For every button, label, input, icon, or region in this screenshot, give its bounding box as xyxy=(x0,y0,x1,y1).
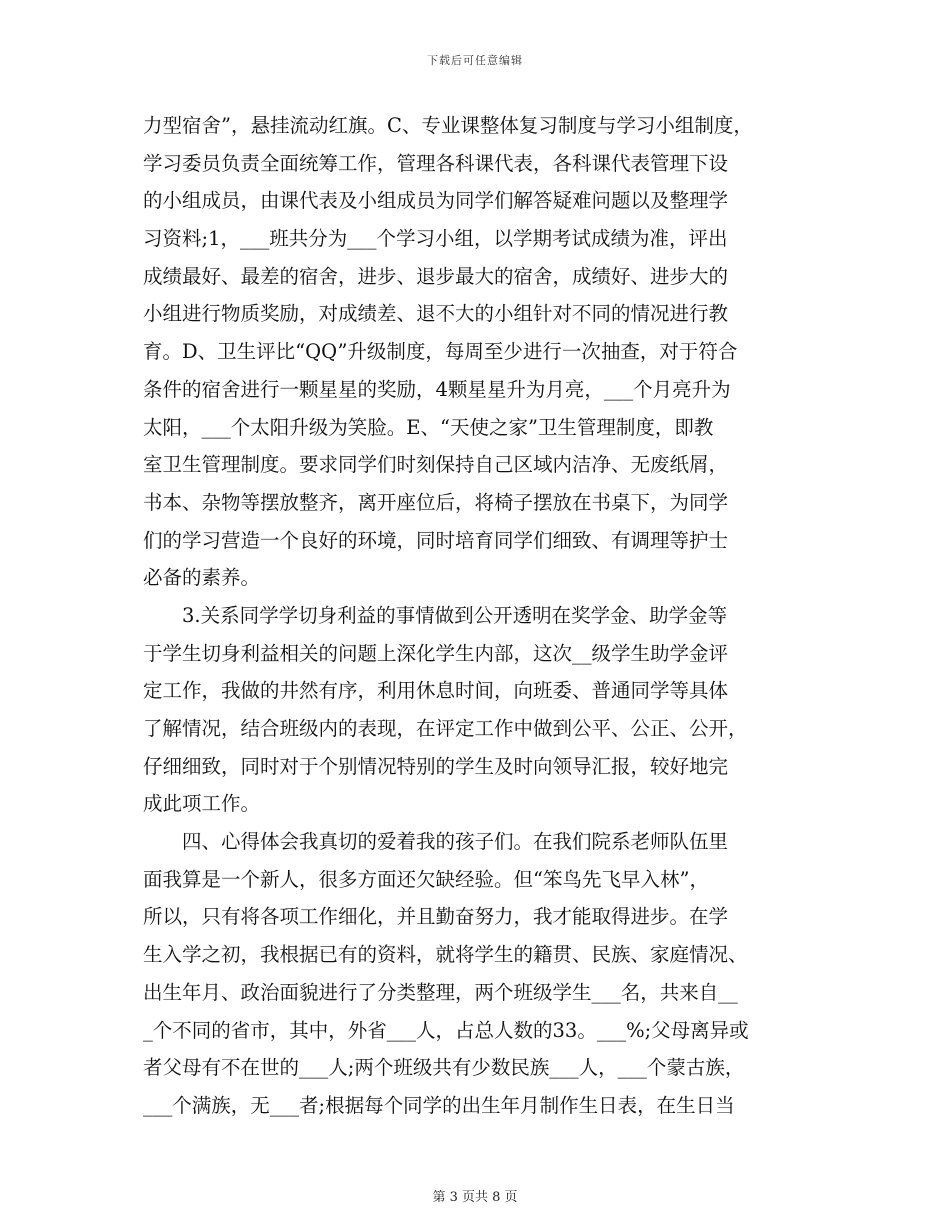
paragraph-first-line: 四、心得体会我真切的爱着我的孩子们。在我们院系老师队伍里 xyxy=(182,830,729,854)
text-line: 们的学习营造一个良好的环境，同时培育同学们细致、有调理等护士 xyxy=(143,528,729,552)
text-line: 面我算是一个新人，很多方面还欠缺经验。但“笨鸟先飞早入林”， xyxy=(143,867,709,891)
text-line: 条件的宿舍进行一颗星星的奖励，4颗星星升为月亮，___个月亮升为 xyxy=(143,377,731,401)
text-line: 于学生切身利益相关的问题上深化学生内部，这次__级学生助学金评 xyxy=(143,641,729,665)
text-line: 习资料;1，___班共分为___个学习小组，以学期考试成绩为准，评出 xyxy=(143,227,728,251)
text-line: 育。D、卫生评比“QQ”升级制度，每周至少进行一次抽查，对于符合 xyxy=(143,340,738,364)
text-line: 成此项工作。 xyxy=(143,792,261,816)
text-line: 力型宿舍”，悬挂流动红旗。C、专业课整体复习制度与学习小组制度， xyxy=(143,114,753,137)
document-body xyxy=(143,107,808,1125)
text-line: 学习委员负责全面统筹工作，管理各科课代表，各科课代表管理下设 xyxy=(143,151,729,175)
page-footer: 第 3 页共 8 页 xyxy=(432,1190,518,1205)
text-line: 小组进行物质奖励，对成绩差、退不大的小组针对不同的情况进行教 xyxy=(143,302,729,326)
text-line: 所以，只有将各项工作细化，并且勤奋努力，我才能取得进步。在学 xyxy=(143,905,729,929)
text-line: 的小组成员，由课代表及小组成员为同学们解答疑难问题以及整理学 xyxy=(143,189,729,213)
text-line: _个不同的省市，其中，外省___人，占总人数的33。___%;父母离异或 xyxy=(143,1018,749,1042)
text-line: 必备的素养。 xyxy=(143,566,261,590)
text-line: 定工作，我做的井然有序，利用休息时间，向班委、普通同学等具体 xyxy=(143,679,729,703)
text-line: 仔细细致，同时对于个别情况特别的学生及时向领导汇报，较好地完 xyxy=(143,754,729,778)
text-line: 成绩最好、最差的宿舍，进步、退步最大的宿舍，成绩好、进步大的 xyxy=(143,264,729,288)
text-line: 室卫生管理制度。要求同学们时刻保持自己区域内洁净、无废纸屑， xyxy=(143,453,729,477)
text-line: 了解情况，结合班级内的表现，在评定工作中做到公平、公正、公开， xyxy=(143,717,748,740)
text-line: 书本、杂物等摆放整齐，离开座位后，将椅子摆放在书桌下，为同学 xyxy=(143,490,729,514)
text-line: 者父母有不在世的___人;两个班级共有少数民族___人，___个蒙古族， xyxy=(143,1056,745,1080)
text-line: 太阳，___个太阳升级为笑脸。E、“天使之家”卫生管理制度，即教 xyxy=(143,415,714,439)
text-line: 出生年月、政治面貌进行了分类整理，两个班级学生___名，共来自__ xyxy=(143,980,738,1004)
page-header: 下载后可任意编辑 xyxy=(427,54,523,67)
text-line: 生入学之初，我根据已有的资料，就将学生的籍贯、民族、家庭情况、 xyxy=(143,943,748,967)
paragraph-first-line: 3.关系同学学切身利益的事情做到公开透明在奖学金、助学金等 xyxy=(182,603,728,627)
text-line: ___个满族，无___者;根据每个同学的出生年月制作生日表，在生日当 xyxy=(143,1093,735,1117)
